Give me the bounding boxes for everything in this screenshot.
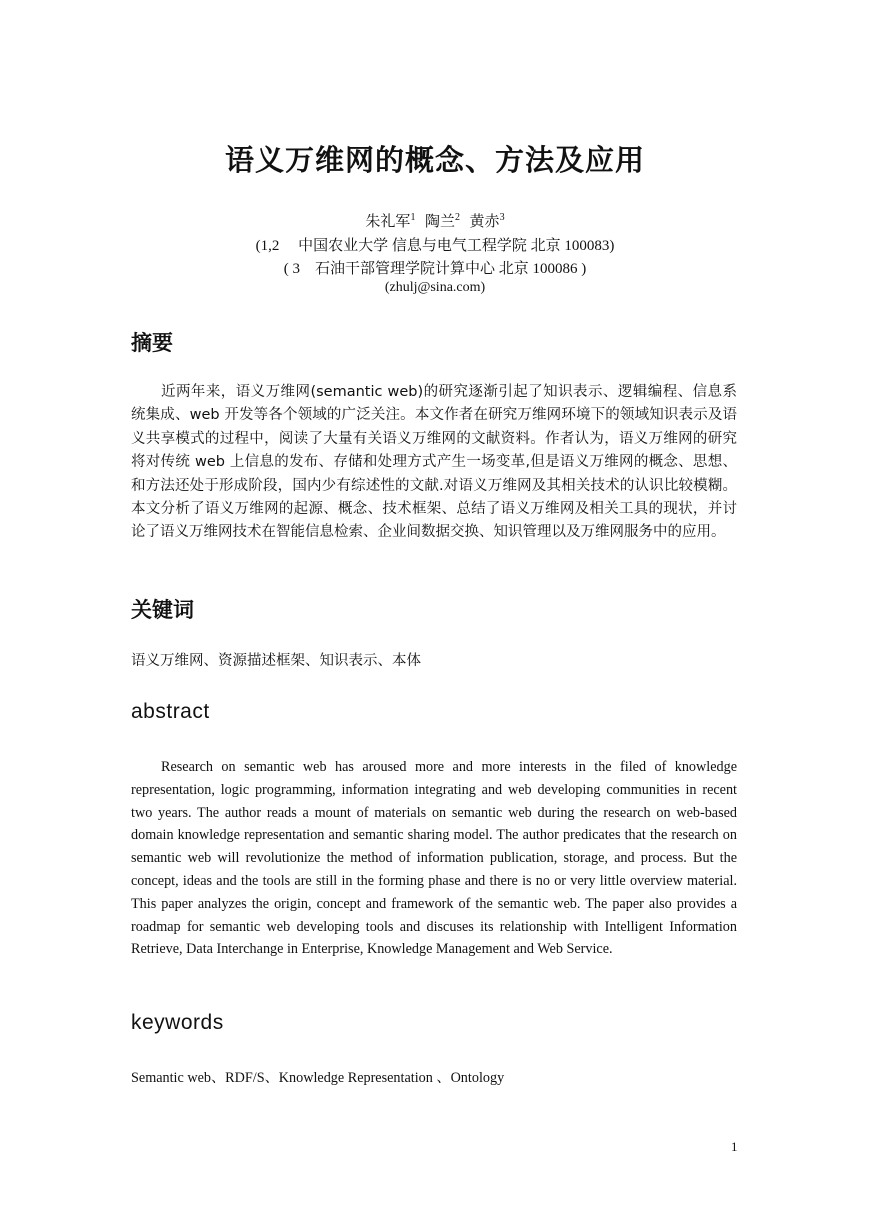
abstract-en-text: Research on semantic web has aroused more and more interests in the filed of knowledge representation, logic programming, information integrating and web developing communities in recent two years. The author reads a mount of materials on semantic web during the research on web-based domain knowledge representation and semantic sharing model. The author predicates that the research on semantic web will revolutionize the method of information publication, storage, and process. But the concept, ideas and the tools are still in the forming phase and there is no or very little overview material. This paper analyzes the origin, concept and framework of the semantic web. The paper also provides a roadmap for semantic web developing tools and discuses its relationship with Intelligent Information Retrieve, Data Interchange in Enterprise, Knowledge Management and Web Service. [131, 759, 737, 958]
abstract-cn-heading: 摘要 [131, 331, 173, 355]
affiliation-line: ( 3 石油干部管理学院计算中心 北京 100086 ) [283, 261, 587, 277]
author-email: (zhulj@sina.com) [384, 280, 486, 295]
author-affiliation-mark: 1 [410, 212, 416, 223]
author-name: 朱礼军 [365, 212, 411, 230]
affiliation-line: (1,2 中国农业大学 信息与电气工程学院 北京 100083) [255, 238, 615, 254]
author-name: 陶兰 [424, 212, 455, 230]
author-affiliation-mark: 3 [499, 212, 505, 223]
keywords-cn-heading: 关键词 [131, 598, 194, 622]
author-name: 黄赤 [469, 212, 500, 230]
keywords-cn-text: 语义万维网、资源描述框架、知识表示、本体 [131, 653, 421, 669]
abstract-en-heading: abstract [131, 700, 210, 723]
abstract-cn-text: 近两年来，语义万维网(semantic web)的研究逐渐引起了知识表示、逻辑编程、信息系统集成、web 开发等各个领域的广泛关注。本文作者在研究万维网环境下的领域知识表示及语义共享模式的过程中，阅读了大量有关语义万维网的文献资料。作者认为，语义万维网的研究将对传统 web 上信息的发布、存储和处理方式产生一场变革,但是语义万维网的概念、思想、和方法还处于形成阶段，国内少有综述性的文献.对语义万维网及其相关技术的认识比较模糊。本文分析了语义万维网的起源、概念、技术框架、总结了语义万维网及相关工具的现状，并讨论了语义万维网技术在智能信息检索、企业间数据交换、知识管理以及万维网服务中的应用。 [131, 384, 737, 541]
author-affiliation-mark: 2 [455, 212, 460, 223]
keywords-en-text: Semantic web、RDF/S、Knowledge Representation 、Ontology [131, 1070, 505, 1086]
paper-title: 语义万维网的概念、方法及应用 [224, 143, 645, 177]
page-number: 1 [731, 1139, 738, 1154]
keywords-en-heading: keywords [131, 1011, 224, 1034]
author-list [0, 210, 870, 231]
